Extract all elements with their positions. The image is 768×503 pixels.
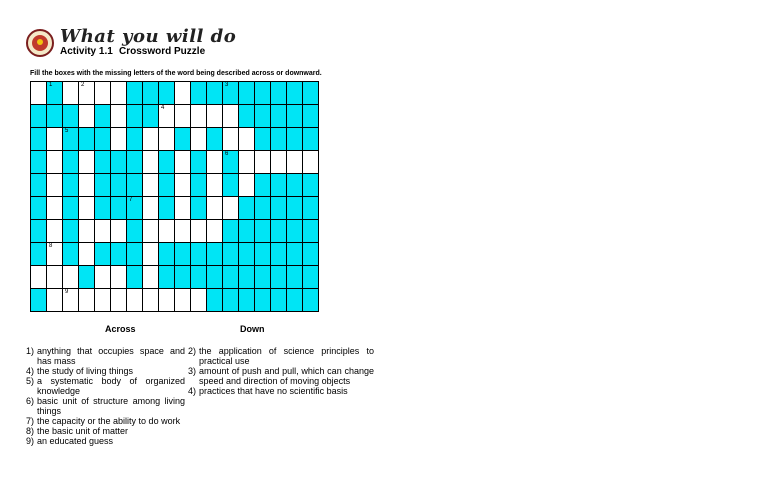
crossword-cell-open[interactable] <box>47 197 63 220</box>
crossword-cell-blocked <box>207 128 223 151</box>
crossword-cell-open[interactable] <box>191 105 207 128</box>
crossword-cell-open[interactable] <box>47 128 63 151</box>
crossword-cell-blocked <box>255 289 271 312</box>
crossword-cell-blocked <box>111 151 127 174</box>
crossword-cell-blocked <box>191 174 207 197</box>
down-clue <box>188 386 374 396</box>
clue-number: 1) <box>26 346 35 356</box>
crossword-cell-blocked <box>255 220 271 243</box>
clue-number: 5 <box>65 128 69 134</box>
crossword-cell-open[interactable] <box>207 220 223 243</box>
clue-number: 2) <box>188 346 197 356</box>
crossword-cell-blocked <box>271 82 287 105</box>
crossword-cell-blocked <box>159 82 175 105</box>
clue-number: 9 <box>65 289 69 295</box>
crossword-cell-blocked <box>287 128 303 151</box>
crossword-cell-blocked <box>255 105 271 128</box>
activity-number: Activity 1.1 <box>60 46 113 57</box>
crossword-cell-open[interactable] <box>79 243 95 266</box>
down-clue <box>188 366 374 386</box>
crossword-cell-blocked <box>207 266 223 289</box>
crossword-cell-blocked <box>255 197 271 220</box>
crossword-cell-open[interactable] <box>79 174 95 197</box>
crossword-cell-open[interactable] <box>175 220 191 243</box>
crossword-cell-blocked <box>31 197 47 220</box>
crossword-cell-blocked <box>127 266 143 289</box>
crossword-cell-blocked <box>255 82 271 105</box>
clue-number: 3) <box>188 366 197 376</box>
crossword-cell-blocked <box>303 243 319 266</box>
crossword-cell-open[interactable] <box>111 289 127 312</box>
crossword-cell-blocked <box>303 289 319 312</box>
crossword-cell-blocked <box>303 128 319 151</box>
crossword-cell-open[interactable] <box>79 289 95 312</box>
crossword-cell-open[interactable] <box>239 174 255 197</box>
crossword-cell-blocked <box>63 197 79 220</box>
crossword-cell-open[interactable] <box>111 220 127 243</box>
crossword-cell-blocked <box>223 151 239 174</box>
crossword-cell-blocked <box>303 220 319 243</box>
across-clue <box>26 346 185 366</box>
crossword-cell-blocked <box>31 105 47 128</box>
crossword-cell-open[interactable] <box>63 289 79 312</box>
crossword-cell-blocked <box>31 128 47 151</box>
clue-number: 4) <box>26 366 35 376</box>
crossword-cell-blocked <box>143 105 159 128</box>
crossword-cell-open[interactable] <box>111 266 127 289</box>
crossword-cell-open[interactable] <box>143 220 159 243</box>
crossword-cell-blocked <box>159 197 175 220</box>
clue-text: anything that occupies space and has mass <box>37 346 185 366</box>
crossword-cell-open[interactable] <box>175 105 191 128</box>
crossword-cell-blocked <box>175 266 191 289</box>
crossword-cell-blocked <box>111 243 127 266</box>
crossword-cell-blocked <box>143 82 159 105</box>
crossword-cell-blocked <box>127 105 143 128</box>
school-logo <box>26 29 54 57</box>
across-clue <box>26 376 185 396</box>
crossword-cell-blocked <box>111 174 127 197</box>
crossword-cell-open[interactable] <box>159 105 175 128</box>
crossword-cell-open[interactable] <box>79 151 95 174</box>
clue-number: 9) <box>26 436 35 446</box>
crossword-cell-blocked <box>287 243 303 266</box>
crossword-cell-blocked <box>239 105 255 128</box>
crossword-cell-blocked <box>303 105 319 128</box>
crossword-cell-blocked <box>271 266 287 289</box>
crossword-cell-blocked <box>191 151 207 174</box>
across-clue <box>26 426 185 436</box>
crossword-cell-blocked <box>255 243 271 266</box>
crossword-cell-blocked <box>303 197 319 220</box>
crossword-cell-open[interactable] <box>255 151 271 174</box>
crossword-cell-blocked <box>79 128 95 151</box>
crossword-cell-open[interactable] <box>111 105 127 128</box>
crossword-cell-open[interactable] <box>79 82 95 105</box>
crossword-cell-open[interactable] <box>175 289 191 312</box>
crossword-cell-blocked <box>207 82 223 105</box>
crossword-cell-open[interactable] <box>207 105 223 128</box>
crossword-cell-blocked <box>127 220 143 243</box>
crossword-cell-open[interactable] <box>95 220 111 243</box>
crossword-cell-blocked <box>239 220 255 243</box>
crossword-cell-open[interactable] <box>191 220 207 243</box>
crossword-cell-open[interactable] <box>143 151 159 174</box>
across-clue-list <box>26 346 185 446</box>
logo-center <box>37 39 43 45</box>
crossword-cell-open[interactable] <box>239 151 255 174</box>
crossword-cell-open[interactable] <box>47 243 63 266</box>
clue-number: 8 <box>49 243 53 249</box>
crossword-cell-open[interactable] <box>95 82 111 105</box>
crossword-cell-open[interactable] <box>223 105 239 128</box>
crossword-cell-blocked <box>95 174 111 197</box>
crossword-cell-open[interactable] <box>143 243 159 266</box>
crossword-cell-open[interactable] <box>143 174 159 197</box>
crossword-cell-blocked <box>191 197 207 220</box>
crossword-cell-blocked <box>191 82 207 105</box>
crossword-cell-blocked <box>239 197 255 220</box>
crossword-cell-blocked <box>255 266 271 289</box>
crossword-cell-blocked <box>303 82 319 105</box>
crossword-cell-open[interactable] <box>207 197 223 220</box>
instructions: Fill the boxes with the missing letters of the word being described across or downward. <box>30 70 322 77</box>
crossword-cell-open[interactable] <box>239 128 255 151</box>
crossword-cell-blocked <box>175 243 191 266</box>
crossword-cell-open[interactable] <box>143 128 159 151</box>
crossword-cell-blocked <box>271 243 287 266</box>
clue-text: the study of living things <box>37 366 134 376</box>
crossword-cell-blocked <box>159 266 175 289</box>
crossword-cell-blocked <box>111 197 127 220</box>
crossword-cell-blocked <box>287 174 303 197</box>
crossword-cell-blocked <box>303 266 319 289</box>
crossword-cell-blocked <box>207 243 223 266</box>
crossword-cell-open[interactable] <box>207 174 223 197</box>
crossword-cell-blocked <box>239 289 255 312</box>
crossword-cell-blocked <box>287 105 303 128</box>
clue-text: basic unit of structure among living things <box>37 396 185 416</box>
crossword-cell-blocked <box>191 243 207 266</box>
crossword-cell-open[interactable] <box>111 82 127 105</box>
crossword-cell-blocked <box>223 174 239 197</box>
crossword-cell-open[interactable] <box>159 128 175 151</box>
crossword-cell-blocked <box>239 243 255 266</box>
crossword-cell-blocked <box>127 197 143 220</box>
crossword-cell-blocked <box>287 197 303 220</box>
clue-text: the application of science principles to practical use <box>199 346 374 366</box>
crossword-cell-open[interactable] <box>191 289 207 312</box>
across-clue <box>26 396 185 416</box>
crossword-cell-blocked <box>207 289 223 312</box>
crossword-cell-blocked <box>31 174 47 197</box>
crossword-cell-blocked <box>159 151 175 174</box>
crossword-cell-blocked <box>287 266 303 289</box>
down-heading: Down <box>240 324 265 334</box>
crossword-cell-blocked <box>303 174 319 197</box>
crossword-cell-blocked <box>255 128 271 151</box>
clue-text: the capacity or the ability to do work <box>37 416 181 426</box>
crossword-cell-open[interactable] <box>47 220 63 243</box>
crossword-cell-open[interactable] <box>287 151 303 174</box>
crossword-cell-blocked <box>127 128 143 151</box>
crossword-cell-blocked <box>63 105 79 128</box>
across-clue <box>26 366 185 376</box>
clue-number: 5) <box>26 376 35 386</box>
crossword-cell-open[interactable] <box>79 105 95 128</box>
clue-number: 7) <box>26 416 35 426</box>
section-heading: What you will do <box>60 26 237 47</box>
crossword-cell-blocked <box>223 289 239 312</box>
crossword-cell-open[interactable] <box>31 266 47 289</box>
across-clue <box>26 436 185 446</box>
crossword-cell-blocked <box>223 220 239 243</box>
crossword-cell-blocked <box>239 266 255 289</box>
crossword-cell-blocked <box>271 220 287 243</box>
crossword-cell-open[interactable] <box>63 82 79 105</box>
crossword-cell-blocked <box>127 151 143 174</box>
crossword-cell-blocked <box>287 220 303 243</box>
crossword-cell-blocked <box>127 174 143 197</box>
crossword-cell-open[interactable] <box>95 266 111 289</box>
crossword-cell-blocked <box>63 128 79 151</box>
crossword-cell-open[interactable] <box>143 289 159 312</box>
crossword-cell-blocked <box>255 174 271 197</box>
crossword-cell-blocked <box>271 105 287 128</box>
crossword-cell-open[interactable] <box>111 128 127 151</box>
crossword-cell-blocked <box>95 197 111 220</box>
crossword-cell-open[interactable] <box>47 174 63 197</box>
clue-number: 7 <box>129 197 133 203</box>
crossword-cell-blocked <box>63 151 79 174</box>
crossword-cell-blocked <box>47 82 63 105</box>
crossword-cell-blocked <box>127 82 143 105</box>
across-heading: Across <box>105 324 136 334</box>
crossword-cell-blocked <box>175 128 191 151</box>
clue-number: 4) <box>188 386 197 396</box>
crossword-cell-open[interactable] <box>47 266 63 289</box>
crossword-cell-blocked <box>159 174 175 197</box>
crossword-cell-open[interactable] <box>143 197 159 220</box>
crossword-cell-open[interactable] <box>175 151 191 174</box>
clue-number: 3 <box>225 82 229 88</box>
crossword-cell-blocked <box>63 220 79 243</box>
crossword-cell-open[interactable] <box>175 174 191 197</box>
crossword-cell-open[interactable] <box>79 197 95 220</box>
clue-number: 1 <box>49 82 53 88</box>
crossword-cell-open[interactable] <box>95 289 111 312</box>
crossword-cell-blocked <box>223 266 239 289</box>
crossword-cell-blocked <box>95 128 111 151</box>
crossword-cell-open[interactable] <box>159 220 175 243</box>
crossword-cell-open[interactable] <box>31 82 47 105</box>
clue-number: 4 <box>161 105 165 111</box>
clue-text: an educated guess <box>37 436 114 446</box>
crossword-cell-blocked <box>271 174 287 197</box>
crossword-cell-open[interactable] <box>191 128 207 151</box>
clue-number: 6 <box>225 151 229 157</box>
crossword-cell-blocked <box>31 243 47 266</box>
crossword-cell-open[interactable] <box>223 128 239 151</box>
crossword-cell-open[interactable] <box>79 220 95 243</box>
crossword-cell-blocked <box>63 243 79 266</box>
crossword-cell-blocked <box>271 197 287 220</box>
crossword-cell-open[interactable] <box>143 266 159 289</box>
down-clue <box>188 346 374 366</box>
crossword-cell-blocked <box>31 151 47 174</box>
crossword-cell-blocked <box>223 82 239 105</box>
crossword-cell-blocked <box>79 266 95 289</box>
clue-number: 8) <box>26 426 35 436</box>
clue-text: a systematic body of organized knowledge <box>37 376 185 396</box>
crossword-cell-blocked <box>63 174 79 197</box>
crossword-cell-open[interactable] <box>175 82 191 105</box>
crossword-cell-blocked <box>271 128 287 151</box>
crossword-cell-open[interactable] <box>63 266 79 289</box>
crossword-cell-open[interactable] <box>47 289 63 312</box>
clue-text: amount of push and pull, which can change speed and direction of moving objects <box>199 366 374 386</box>
crossword-cell-open[interactable] <box>303 151 319 174</box>
crossword-cell-blocked <box>95 243 111 266</box>
activity-title: Crossword Puzzle <box>119 46 206 57</box>
crossword-cell-open[interactable] <box>207 151 223 174</box>
down-clue-list <box>188 346 374 396</box>
crossword-grid <box>30 81 319 312</box>
crossword-cell-blocked <box>287 82 303 105</box>
crossword-cell-blocked <box>191 266 207 289</box>
crossword-cell-blocked <box>223 243 239 266</box>
crossword-cell-blocked <box>239 82 255 105</box>
crossword-cell-blocked <box>159 243 175 266</box>
crossword-cell-open[interactable] <box>47 151 63 174</box>
crossword-cell-blocked <box>31 220 47 243</box>
crossword-cell-blocked <box>47 105 63 128</box>
clue-number: 2 <box>81 82 85 88</box>
crossword-cell-blocked <box>127 243 143 266</box>
crossword-cell-open[interactable] <box>271 151 287 174</box>
crossword-cell-blocked <box>287 289 303 312</box>
across-clue <box>26 416 185 426</box>
crossword-cell-open[interactable] <box>223 197 239 220</box>
crossword-cell-blocked <box>95 151 111 174</box>
crossword-cell-blocked <box>271 289 287 312</box>
clue-number: 6) <box>26 396 35 406</box>
clue-text: practices that have no scientific basis <box>199 386 348 396</box>
crossword-cell-open[interactable] <box>127 289 143 312</box>
crossword-cell-open[interactable] <box>159 289 175 312</box>
clue-text: the basic unit of matter <box>37 426 129 436</box>
crossword-cell-blocked <box>31 289 47 312</box>
crossword-cell-blocked <box>95 105 111 128</box>
crossword-cell-open[interactable] <box>175 197 191 220</box>
